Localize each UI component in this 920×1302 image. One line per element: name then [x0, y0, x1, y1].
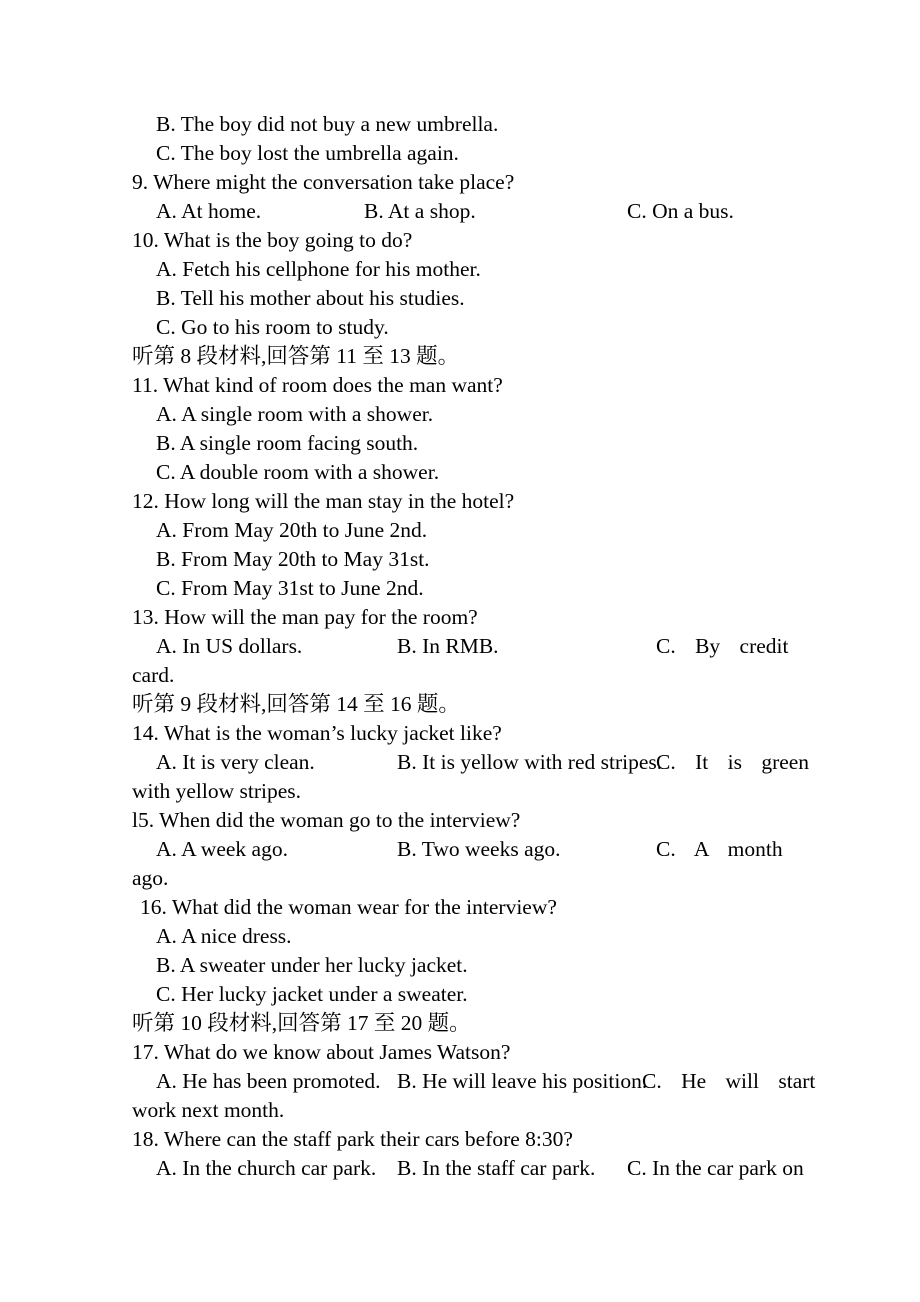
continuation-line: work next month. — [132, 1098, 285, 1122]
option-line: B. A sweater under her lucky jacket. — [156, 953, 468, 977]
option-cell: C. On a bus. — [627, 199, 734, 223]
question-line: 10. What is the boy going to do? — [132, 228, 413, 252]
option-cell: A. In US dollars. — [156, 634, 303, 658]
option-cell: C. By credit — [656, 634, 789, 658]
section-header-line: 听第 10 段材料,回答第 17 至 20 题。 — [132, 1011, 471, 1035]
options-row — [132, 1067, 816, 1096]
option-line: B. Tell his mother about his studies. — [156, 286, 465, 310]
options-row — [132, 748, 810, 777]
option-cell: A. In the church car park. — [156, 1156, 377, 1180]
option-cell: A. A week ago. — [156, 837, 288, 861]
question-line: 17. What do we know about James Watson? — [132, 1040, 511, 1064]
option-line: A. A nice dress. — [156, 924, 292, 948]
option-line: B. The boy did not buy a new umbrella. — [156, 112, 499, 136]
option-line: A. Fetch his cellphone for his mother. — [156, 257, 481, 281]
question-line: 16. What did the woman wear for the interview? — [140, 895, 557, 919]
option-cell: C. He will start — [642, 1069, 816, 1093]
option-cell: A. At home. — [156, 199, 262, 223]
option-line: A. From May 20th to June 2nd. — [156, 518, 428, 542]
section-header-line: 听第 8 段材料,回答第 11 至 13 题。 — [132, 344, 460, 368]
option-cell: C. In the car park on — [627, 1156, 804, 1180]
options-row — [132, 1154, 804, 1183]
question-line: 13. How will the man pay for the room? — [132, 605, 478, 629]
continuation-line: card. — [132, 663, 175, 687]
option-cell: B. In RMB. — [397, 634, 499, 658]
option-cell: C. A month — [656, 837, 783, 861]
question-line: 12. How long will the man stay in the hotel? — [132, 489, 515, 513]
option-cell: B. In the staff car park. — [397, 1156, 596, 1180]
option-cell: B. He will leave his position. — [397, 1069, 648, 1093]
document-page — [132, 110, 816, 1183]
option-cell: A. It is very clean. — [156, 750, 315, 774]
options-row — [132, 197, 787, 226]
question-line: 14. What is the woman’s lucky jacket like? — [132, 721, 502, 745]
option-cell: B. At a shop. — [364, 199, 476, 223]
option-cell: A. He has been promoted. — [156, 1069, 381, 1093]
option-line: B. A single room facing south. — [156, 431, 419, 455]
option-cell: B. Two weeks ago. — [397, 837, 561, 861]
question-line: 11. What kind of room does the man want? — [132, 373, 503, 397]
options-row — [132, 632, 787, 661]
question-line: 18. Where can the staff park their cars before 8:30? — [132, 1127, 573, 1151]
question-line: 9. Where might the conversation take place? — [132, 170, 515, 194]
options-row — [132, 835, 787, 864]
option-line: C. Go to his room to study. — [156, 315, 389, 339]
option-line: A. A single room with a shower. — [156, 402, 434, 426]
option-cell: B. It is yellow with red stripes. — [397, 750, 663, 774]
option-line: C. From May 31st to June 2nd. — [156, 576, 424, 600]
question-line: l5. When did the woman go to the interview? — [132, 808, 521, 832]
section-header-line: 听第 9 段材料,回答第 14 至 16 题。 — [132, 692, 460, 716]
option-line: B. From May 20th to May 31st. — [156, 547, 430, 571]
continuation-line: ago. — [132, 866, 169, 890]
option-line: C. Her lucky jacket under a sweater. — [156, 982, 468, 1006]
continuation-line: with yellow stripes. — [132, 779, 301, 803]
option-line: C. The boy lost the umbrella again. — [156, 141, 459, 165]
option-line: C. A double room with a shower. — [156, 460, 440, 484]
option-cell: C. It is green — [656, 750, 810, 774]
